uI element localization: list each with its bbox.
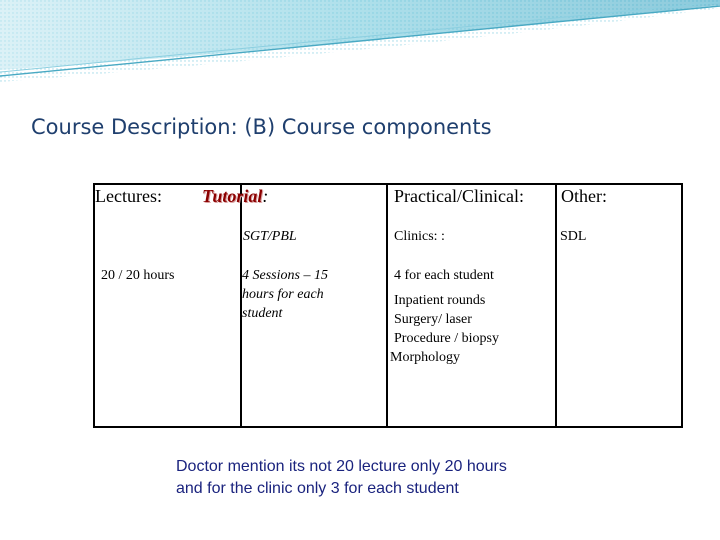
lectures-hours: 20 / 20 hours: [101, 268, 175, 283]
tutorial-line: hours for each: [242, 287, 324, 302]
column-divider: [555, 183, 557, 428]
practical-details: [390, 266, 499, 367]
tutorial-line: 4 Sessions – 15: [242, 268, 328, 283]
note-line: Doctor mention its not 20 lecture only 20 hours: [176, 458, 507, 475]
other-header: Other:: [561, 186, 607, 206]
tutorial-line: student: [242, 306, 283, 321]
practical-clinical-header: Practical/Clinical:: [394, 186, 524, 206]
note-line: and for the clinic only 3 for each student: [176, 480, 459, 497]
lectures-header: Lectures:: [95, 186, 162, 206]
other-subheader: SDL: [560, 229, 587, 244]
practical-line: Morphology: [390, 350, 460, 365]
practical-line: Procedure / biopsy: [394, 331, 499, 346]
practical-line: Inpatient rounds: [394, 293, 486, 308]
course-components-table: [93, 183, 683, 428]
tutorial-header-colon: :: [262, 186, 269, 206]
slide-title: Course Description: (B) Course components: [31, 115, 492, 139]
column-divider: [386, 183, 388, 428]
header-wave-banner: [0, 0, 720, 90]
tutorial-header: [202, 186, 268, 207]
practical-line: 4 for each student: [394, 268, 494, 283]
practical-subheader: Clinics: :: [394, 229, 445, 244]
practical-line: Surgery/ laser: [394, 312, 472, 327]
doctor-note: [176, 456, 616, 500]
tutorial-subheader: SGT/PBL: [243, 229, 297, 244]
tutorial-header-label: Tutorial: [202, 186, 263, 206]
tutorial-details: [242, 266, 328, 323]
